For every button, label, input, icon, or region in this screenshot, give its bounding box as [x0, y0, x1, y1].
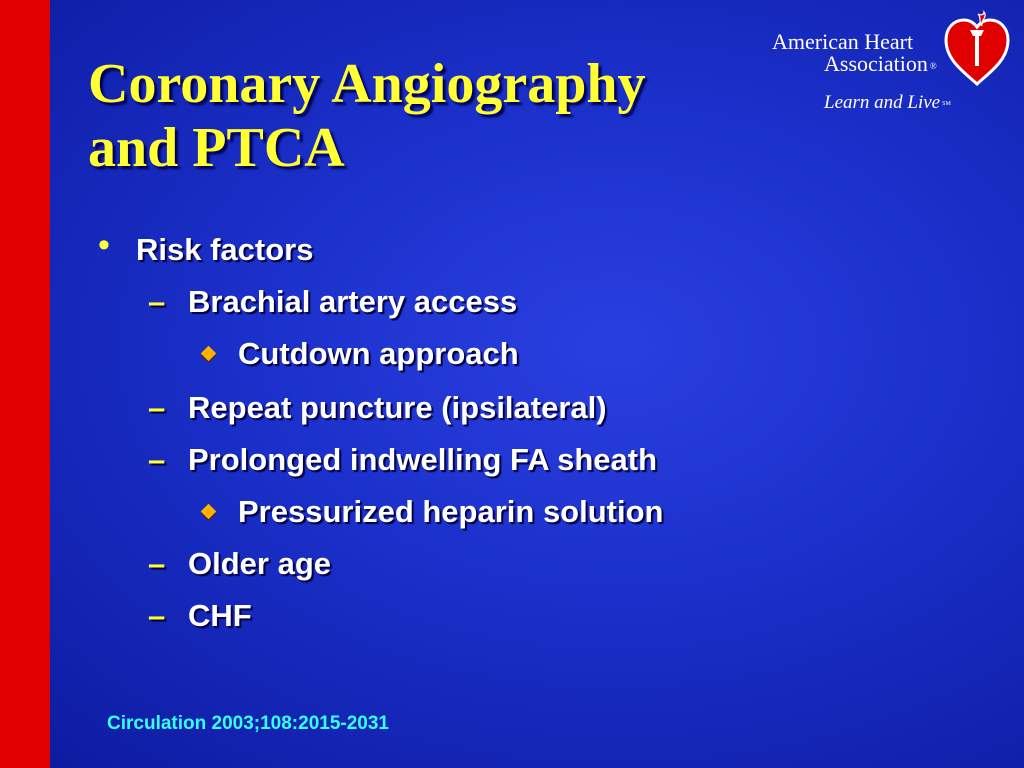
bullet-item: Older age — [188, 546, 331, 581]
left-accent-bar — [0, 0, 50, 768]
logo-tagline — [824, 92, 951, 114]
diamond-bullet-icon — [201, 504, 217, 520]
tagline-text: Learn and Live — [824, 92, 941, 113]
logo-name-text: Association — [824, 51, 928, 76]
logo-name-line-1: American Heart — [772, 29, 914, 54]
logo-name-line-2 — [824, 52, 937, 78]
bullet-item: Cutdown approach — [238, 336, 519, 371]
diamond-bullet-icon — [201, 346, 217, 362]
registered-mark: ® — [929, 60, 937, 71]
bullet-item: Pressurized heparin solution — [238, 494, 664, 529]
dash-bullet-icon: – — [148, 598, 166, 633]
dash-bullet-icon: – — [148, 390, 166, 425]
dash-bullet-icon: – — [148, 442, 166, 477]
title-line-2: and PTCA — [88, 117, 345, 179]
dash-bullet-icon: – — [148, 546, 166, 581]
bullet-item: Risk factors — [136, 232, 314, 267]
slide-title — [88, 52, 748, 180]
citation: Circulation 2003;108:2015-2031 — [107, 713, 389, 734]
heart-torch-icon — [944, 10, 1010, 86]
bullet-item: CHF — [188, 598, 252, 633]
bullet-item: Repeat puncture (ipsilateral) — [188, 390, 607, 425]
aha-logo — [760, 8, 1020, 118]
title-line-1: Coronary Angiography — [88, 53, 646, 115]
bullet-item: Brachial artery access — [188, 284, 518, 319]
bullet-dot-icon: • — [98, 226, 110, 264]
dash-bullet-icon: – — [148, 284, 166, 319]
service-mark: SM — [942, 100, 951, 107]
bullet-item: Prolonged indwelling FA sheath — [188, 442, 658, 477]
